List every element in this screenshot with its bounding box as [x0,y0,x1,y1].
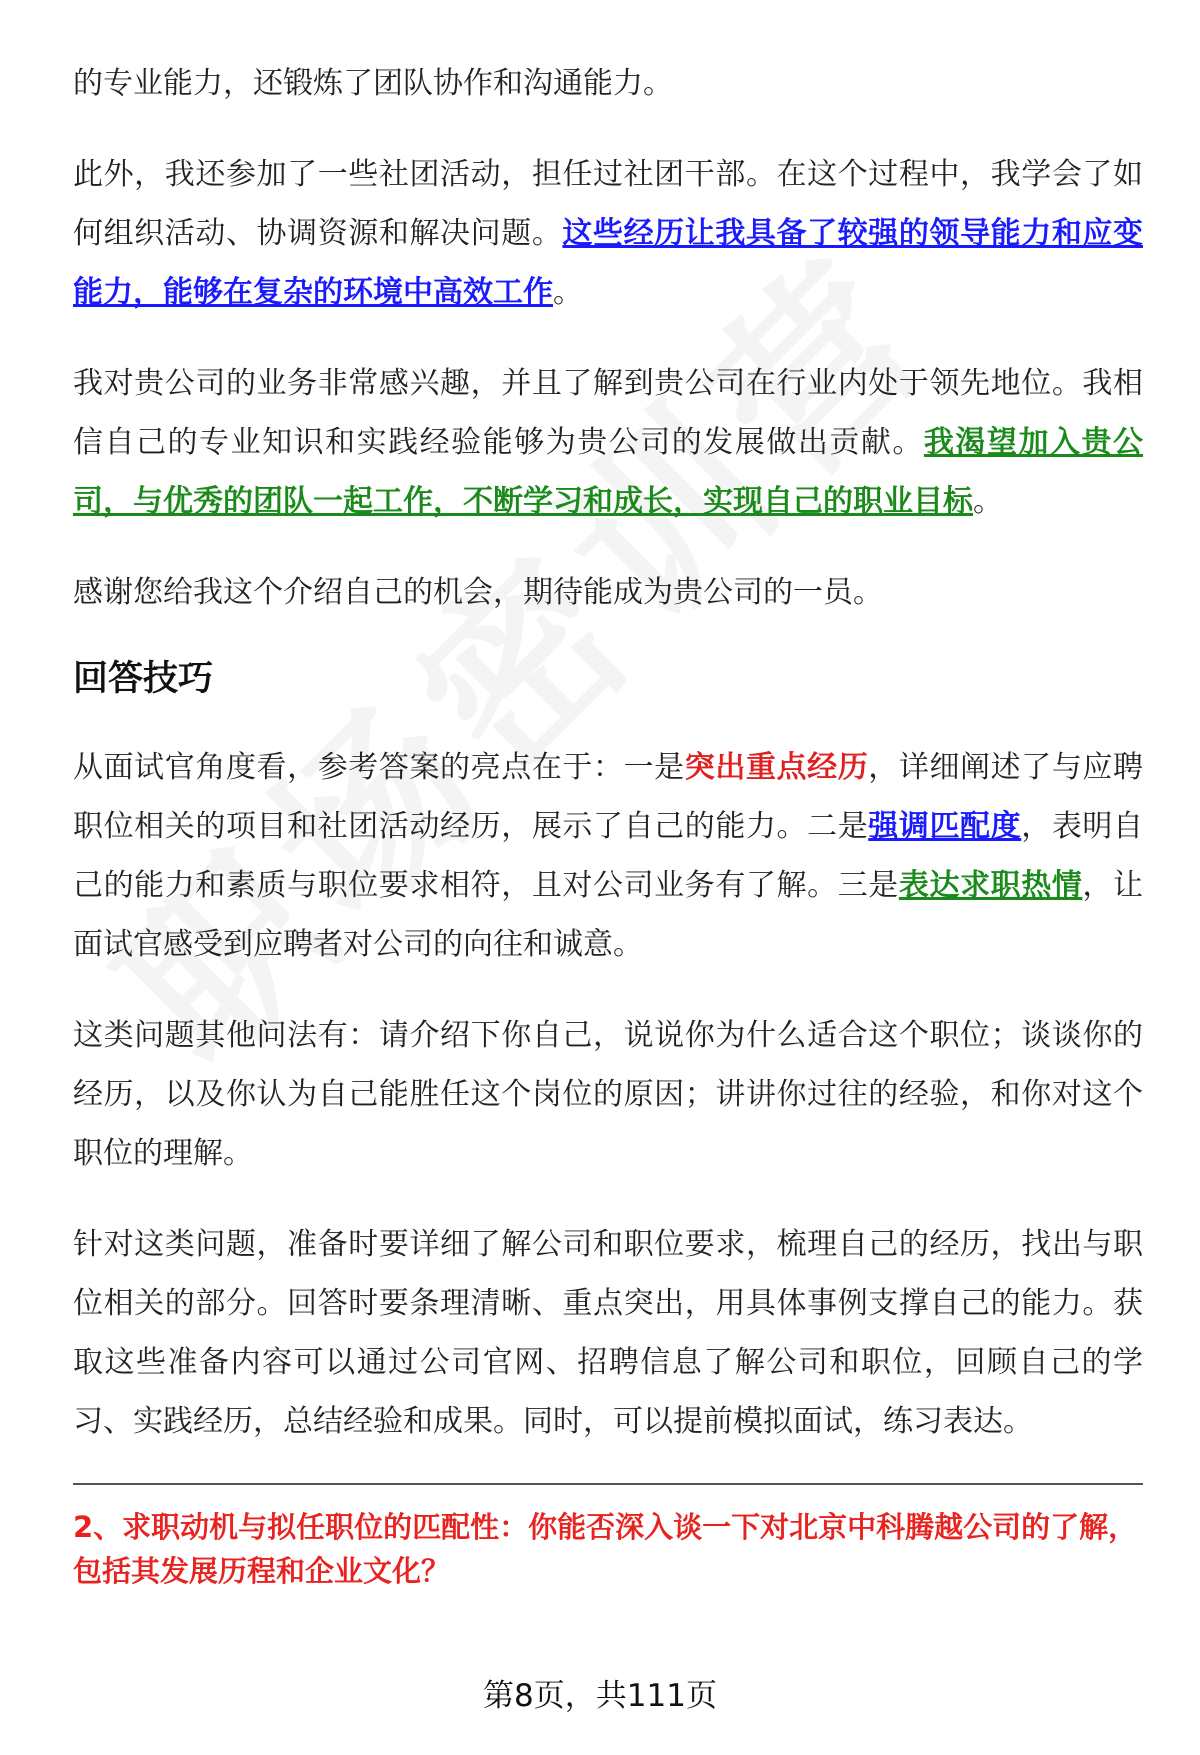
tips-3-text: 针对这类问题，准备时要详细了解公司和职位要求，梳理自己的经历，找出与职位相关的部分。回答时要条理清晰、重点突出，用具体事例支撑自己的能力。获取这些准备内容可以通过公司官网、招聘信息了解公司和职位，回顾自己的学习、实践经历，总结经验和成果。同时，可以提前模拟面试，练习表达。 [73,1227,1143,1439]
page-number: 第8页，共111页 [483,1678,717,1714]
tips-1-text-c: ，表明自己的能力和素质与职位要求相符，且对公司业务有了解。三是 [73,809,1144,903]
tips-paragraph-3 [73,1215,1143,1451]
question-heading: 2、求职动机与拟任职位的匹配性：你能否深入谈一下对北京中科腾越公司的了解，包括其发展历程和企业文化？ [73,1510,1138,1588]
paragraph-1-text: 的专业能力，还锻炼了团队协作和沟通能力。 [73,66,673,101]
paragraph-3-text: 我对贵公司的业务非常感兴趣，并且了解到贵公司在行业内处于领先地位。我相信自己的专业知识和实践经验能够为贵公司的发展做出贡献。 [73,366,1143,460]
divider [73,1483,1143,1485]
tips-1-highlight-blue: 强调匹配度 [868,809,1022,844]
paragraph-2-highlight: 这些经历让我具备了较强的领导能力和应变能力，能够在复杂的环境中高效工作 [73,216,1144,310]
paragraph-2-end: 。 [553,275,583,310]
tips-1-text-b: ，详细阐述了与应聘职位相关的项目和社团活动经历，展示了自己的能力。二是 [73,750,1144,844]
tips-1-highlight-red: 突出重点经历 [684,750,869,785]
paragraph-2 [73,145,1143,322]
paragraph-3-highlight: 我渴望加入贵公司，与优秀的团队一起工作，不断学习和成长，实现自己的职业目标 [73,425,1144,519]
paragraph-4-text: 感谢您给我这个介绍自己的机会，期待能成为贵公司的一员。 [73,575,883,610]
tips-1-text-d: ，让面试官感受到应聘者对公司的向往和诚意。 [73,868,1144,962]
paragraph-2-text: 此外，我还参加了一些社团活动，担任过社团干部。在这个过程中，我学会了如何组织活动、协调资源和解决问题。 [73,157,1143,251]
paragraph-4 [73,563,1143,622]
paragraph-3 [73,354,1143,531]
tips-2-text: 这类问题其他问法有：请介绍下你自己，说说你为什么适合这个职位；谈谈你的经历，以及你认为自己能胜任这个岗位的原因；讲讲你过往的经验，和你对这个职位的理解。 [73,1018,1143,1171]
paragraph-1 [73,54,1143,113]
page-content [73,54,1143,1593]
section-title: 回答技巧 [73,659,214,699]
tips-paragraph-2 [73,1006,1143,1183]
tips-1-highlight-green: 表达求职热情 [898,868,1083,903]
tips-paragraph-1 [73,738,1143,974]
paragraph-3-end: 。 [973,484,1003,519]
tips-1-text-a: 从面试官角度看，参考答案的亮点在于：一是 [73,750,685,785]
